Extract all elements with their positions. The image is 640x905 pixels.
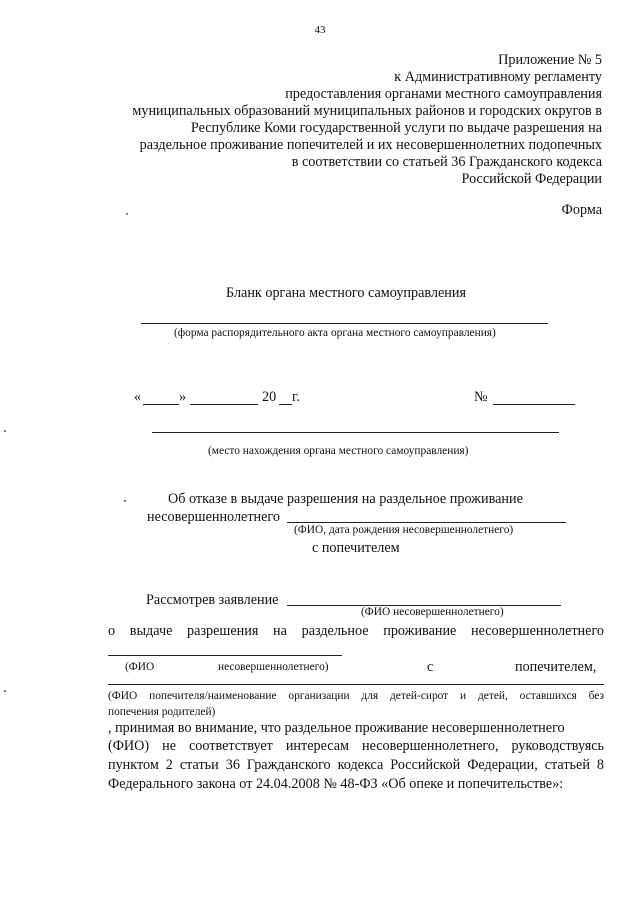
act-form-line (141, 323, 548, 324)
number-sign: № (474, 389, 488, 405)
decision-title-line2: несовершеннолетнего (147, 509, 280, 525)
guardian-caption-1: (ФИО попечителя/наименование организации для детей-сирот и детей, оставшихся без (108, 690, 604, 702)
page-number: 43 (314, 24, 326, 36)
scan-speck (4, 430, 6, 432)
guardian-word: попечителем, (515, 659, 597, 675)
para-line: пунктом 2 статьи 36 Гражданского кодекса Российской Федерации, статьей 8 (108, 757, 604, 773)
fio-caption-a: (ФИО (125, 661, 155, 673)
applicant-caption: (ФИО несовершеннолетнего) (361, 606, 504, 618)
guardian-name-line (108, 684, 604, 685)
date-year-suffix: г. (292, 389, 300, 405)
scan-speck (4, 690, 6, 692)
about-line: о выдаче разрешения на раздельное проживание несовершеннолетнего (108, 623, 604, 639)
header-line: в соответствии со статьей 36 Гражданского кодекса (291, 154, 602, 170)
scan-speck (124, 500, 126, 502)
header-line: муниципальных образований муниципальных районов и городских округов в (132, 103, 602, 119)
appendix-header (132, 52, 602, 188)
para-line: Федерального закона от 24.04.2008 № 48-ФЗ «Об опеке и попечительстве»: (108, 776, 564, 792)
header-line: Российской Федерации (461, 171, 602, 187)
minor-caption: (ФИО, дата рождения несовершеннолетнего) (294, 524, 514, 536)
header-line: Приложение № 5 (498, 52, 602, 68)
minor-name-line (287, 522, 566, 523)
date-year-line (279, 404, 292, 405)
blank-title: Бланк органа местного самоуправления (226, 285, 467, 301)
location-caption: (место нахождения органа местного самоуправления) (208, 445, 469, 457)
fio-caption-b: несовершеннолетнего) (218, 661, 329, 673)
decision-title-line3: с попечителем (312, 540, 400, 556)
date-year-prefix: 20 (262, 389, 277, 405)
considering-text: Рассмотрев заявление (146, 592, 279, 608)
scan-speck (126, 213, 128, 215)
minor-fio-line (108, 655, 342, 656)
number-line (493, 404, 575, 405)
para-line: , принимая во внимание, что раздельное проживание несовершеннолетнего (108, 720, 565, 736)
header-line: предоставления органами местного самоуправления (285, 86, 602, 102)
date-close-quote: » (179, 389, 187, 405)
header-line: к Административному регламенту (394, 69, 602, 85)
date-day-line (143, 404, 179, 405)
para-line: (ФИО) не соответствует интересам несовершеннолетнего, руководствуясь (108, 738, 604, 754)
header-line: Республике Коми государственной услуги по выдаче разрешения на (190, 120, 602, 136)
form-label: Форма (561, 202, 602, 218)
guardian-caption-2: попечения родителей) (108, 706, 216, 718)
header-line: раздельное проживание попечителей и их несовершеннолетних подопечных (139, 137, 602, 153)
date-open-quote: « (134, 389, 142, 405)
act-form-caption: (форма распорядительного акта органа местного самоуправления) (174, 327, 496, 339)
date-month-line (190, 404, 258, 405)
location-line (152, 432, 559, 433)
decision-title-line1: Об отказе в выдаче разрешения на раздельное проживание (168, 491, 523, 507)
with-word: с (427, 659, 434, 675)
